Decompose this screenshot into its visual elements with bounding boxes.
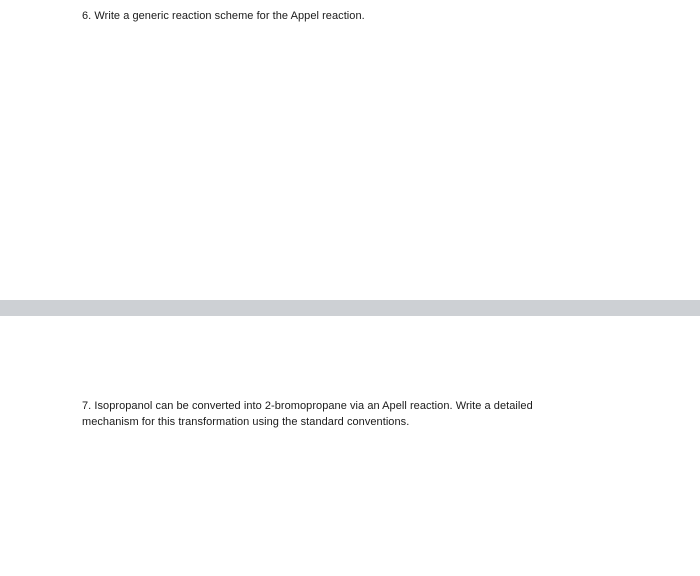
question-7-text: 7. Isopropanol can be converted into 2-bromopropane via an Apell reaction. Write a detailed mechanism for this transformation using the standard conventions. [82, 400, 533, 428]
document-page-bottom [0, 316, 700, 576]
page-separator [0, 300, 700, 316]
question-6-text: 6. Write a generic reaction scheme for the Appel reaction. [82, 10, 365, 22]
